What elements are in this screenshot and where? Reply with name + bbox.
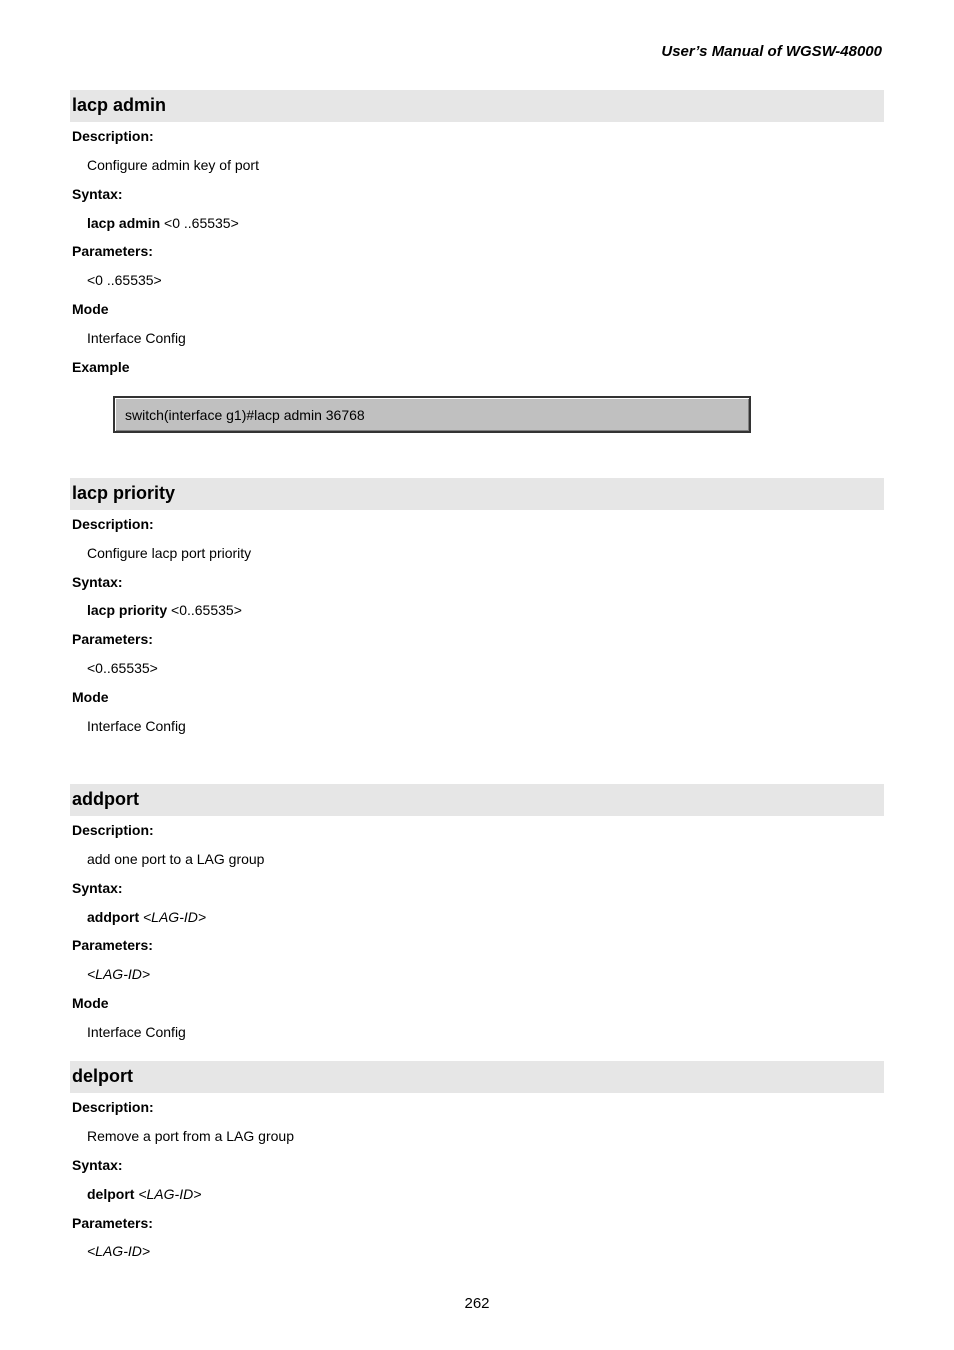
syntax-label: Syntax: bbox=[72, 186, 123, 202]
section-title: delport bbox=[72, 1066, 133, 1086]
description-label: Description: bbox=[72, 1099, 154, 1115]
parameters-text: <0..65535> bbox=[87, 660, 158, 676]
syntax-line bbox=[87, 215, 239, 231]
syntax-command: lacp priority bbox=[87, 602, 168, 618]
syntax-command: delport bbox=[87, 1186, 135, 1202]
syntax-line bbox=[87, 909, 206, 925]
syntax-line bbox=[87, 602, 242, 618]
example-code: switch(interface g1)#lacp admin 36768 bbox=[125, 407, 365, 423]
description-label: Description: bbox=[72, 822, 154, 838]
syntax-label: Syntax: bbox=[72, 574, 123, 590]
mode-text: Interface Config bbox=[87, 330, 186, 346]
syntax-command: addport bbox=[87, 909, 140, 925]
manual-header-title: User’s Manual of WGSW-48000 bbox=[661, 43, 882, 60]
description-text: Configure lacp port priority bbox=[87, 545, 252, 561]
parameters-text bbox=[87, 1243, 150, 1259]
example-label: Example bbox=[72, 359, 130, 375]
description-text: Configure admin key of port bbox=[87, 157, 259, 173]
parameters-value: <LAG-ID> bbox=[87, 966, 151, 982]
mode-label: Mode bbox=[72, 301, 109, 317]
description-text: add one port to a LAG group bbox=[87, 851, 265, 867]
syntax-line bbox=[87, 1186, 201, 1202]
description-text: Remove a port from a LAG group bbox=[87, 1128, 294, 1144]
mode-label: Mode bbox=[72, 995, 109, 1011]
section-title: lacp admin bbox=[72, 95, 167, 115]
description-label: Description: bbox=[72, 128, 154, 144]
parameters-label: Parameters: bbox=[72, 243, 153, 259]
syntax-label: Syntax: bbox=[72, 880, 123, 896]
parameters-text bbox=[87, 966, 150, 982]
example-code-box bbox=[113, 396, 751, 433]
mode-label: Mode bbox=[72, 689, 109, 705]
description-label: Description: bbox=[72, 516, 154, 532]
section-title: addport bbox=[72, 789, 139, 809]
syntax-argument: <0..65535> bbox=[167, 602, 242, 618]
mode-text: Interface Config bbox=[87, 1024, 186, 1040]
parameters-text: <0 ..65535> bbox=[87, 272, 162, 288]
syntax-command: lacp admin bbox=[87, 215, 161, 231]
section-header-delport bbox=[70, 1061, 884, 1093]
page-number: 262 bbox=[464, 1295, 490, 1312]
parameters-label: Parameters: bbox=[72, 1215, 153, 1231]
parameters-label: Parameters: bbox=[72, 937, 153, 953]
syntax-argument: <0 ..65535> bbox=[160, 215, 239, 231]
section-header-lacp-priority bbox=[70, 478, 884, 510]
syntax-label: Syntax: bbox=[72, 1157, 123, 1173]
syntax-argument: <LAG-ID> bbox=[139, 909, 207, 925]
mode-text: Interface Config bbox=[87, 718, 186, 734]
section-header-addport bbox=[70, 784, 884, 816]
syntax-argument: <LAG-ID> bbox=[134, 1186, 202, 1202]
section-title: lacp priority bbox=[72, 483, 176, 503]
section-header-lacp-admin bbox=[70, 90, 884, 122]
parameters-value: <LAG-ID> bbox=[87, 1243, 151, 1259]
parameters-label: Parameters: bbox=[72, 631, 153, 647]
